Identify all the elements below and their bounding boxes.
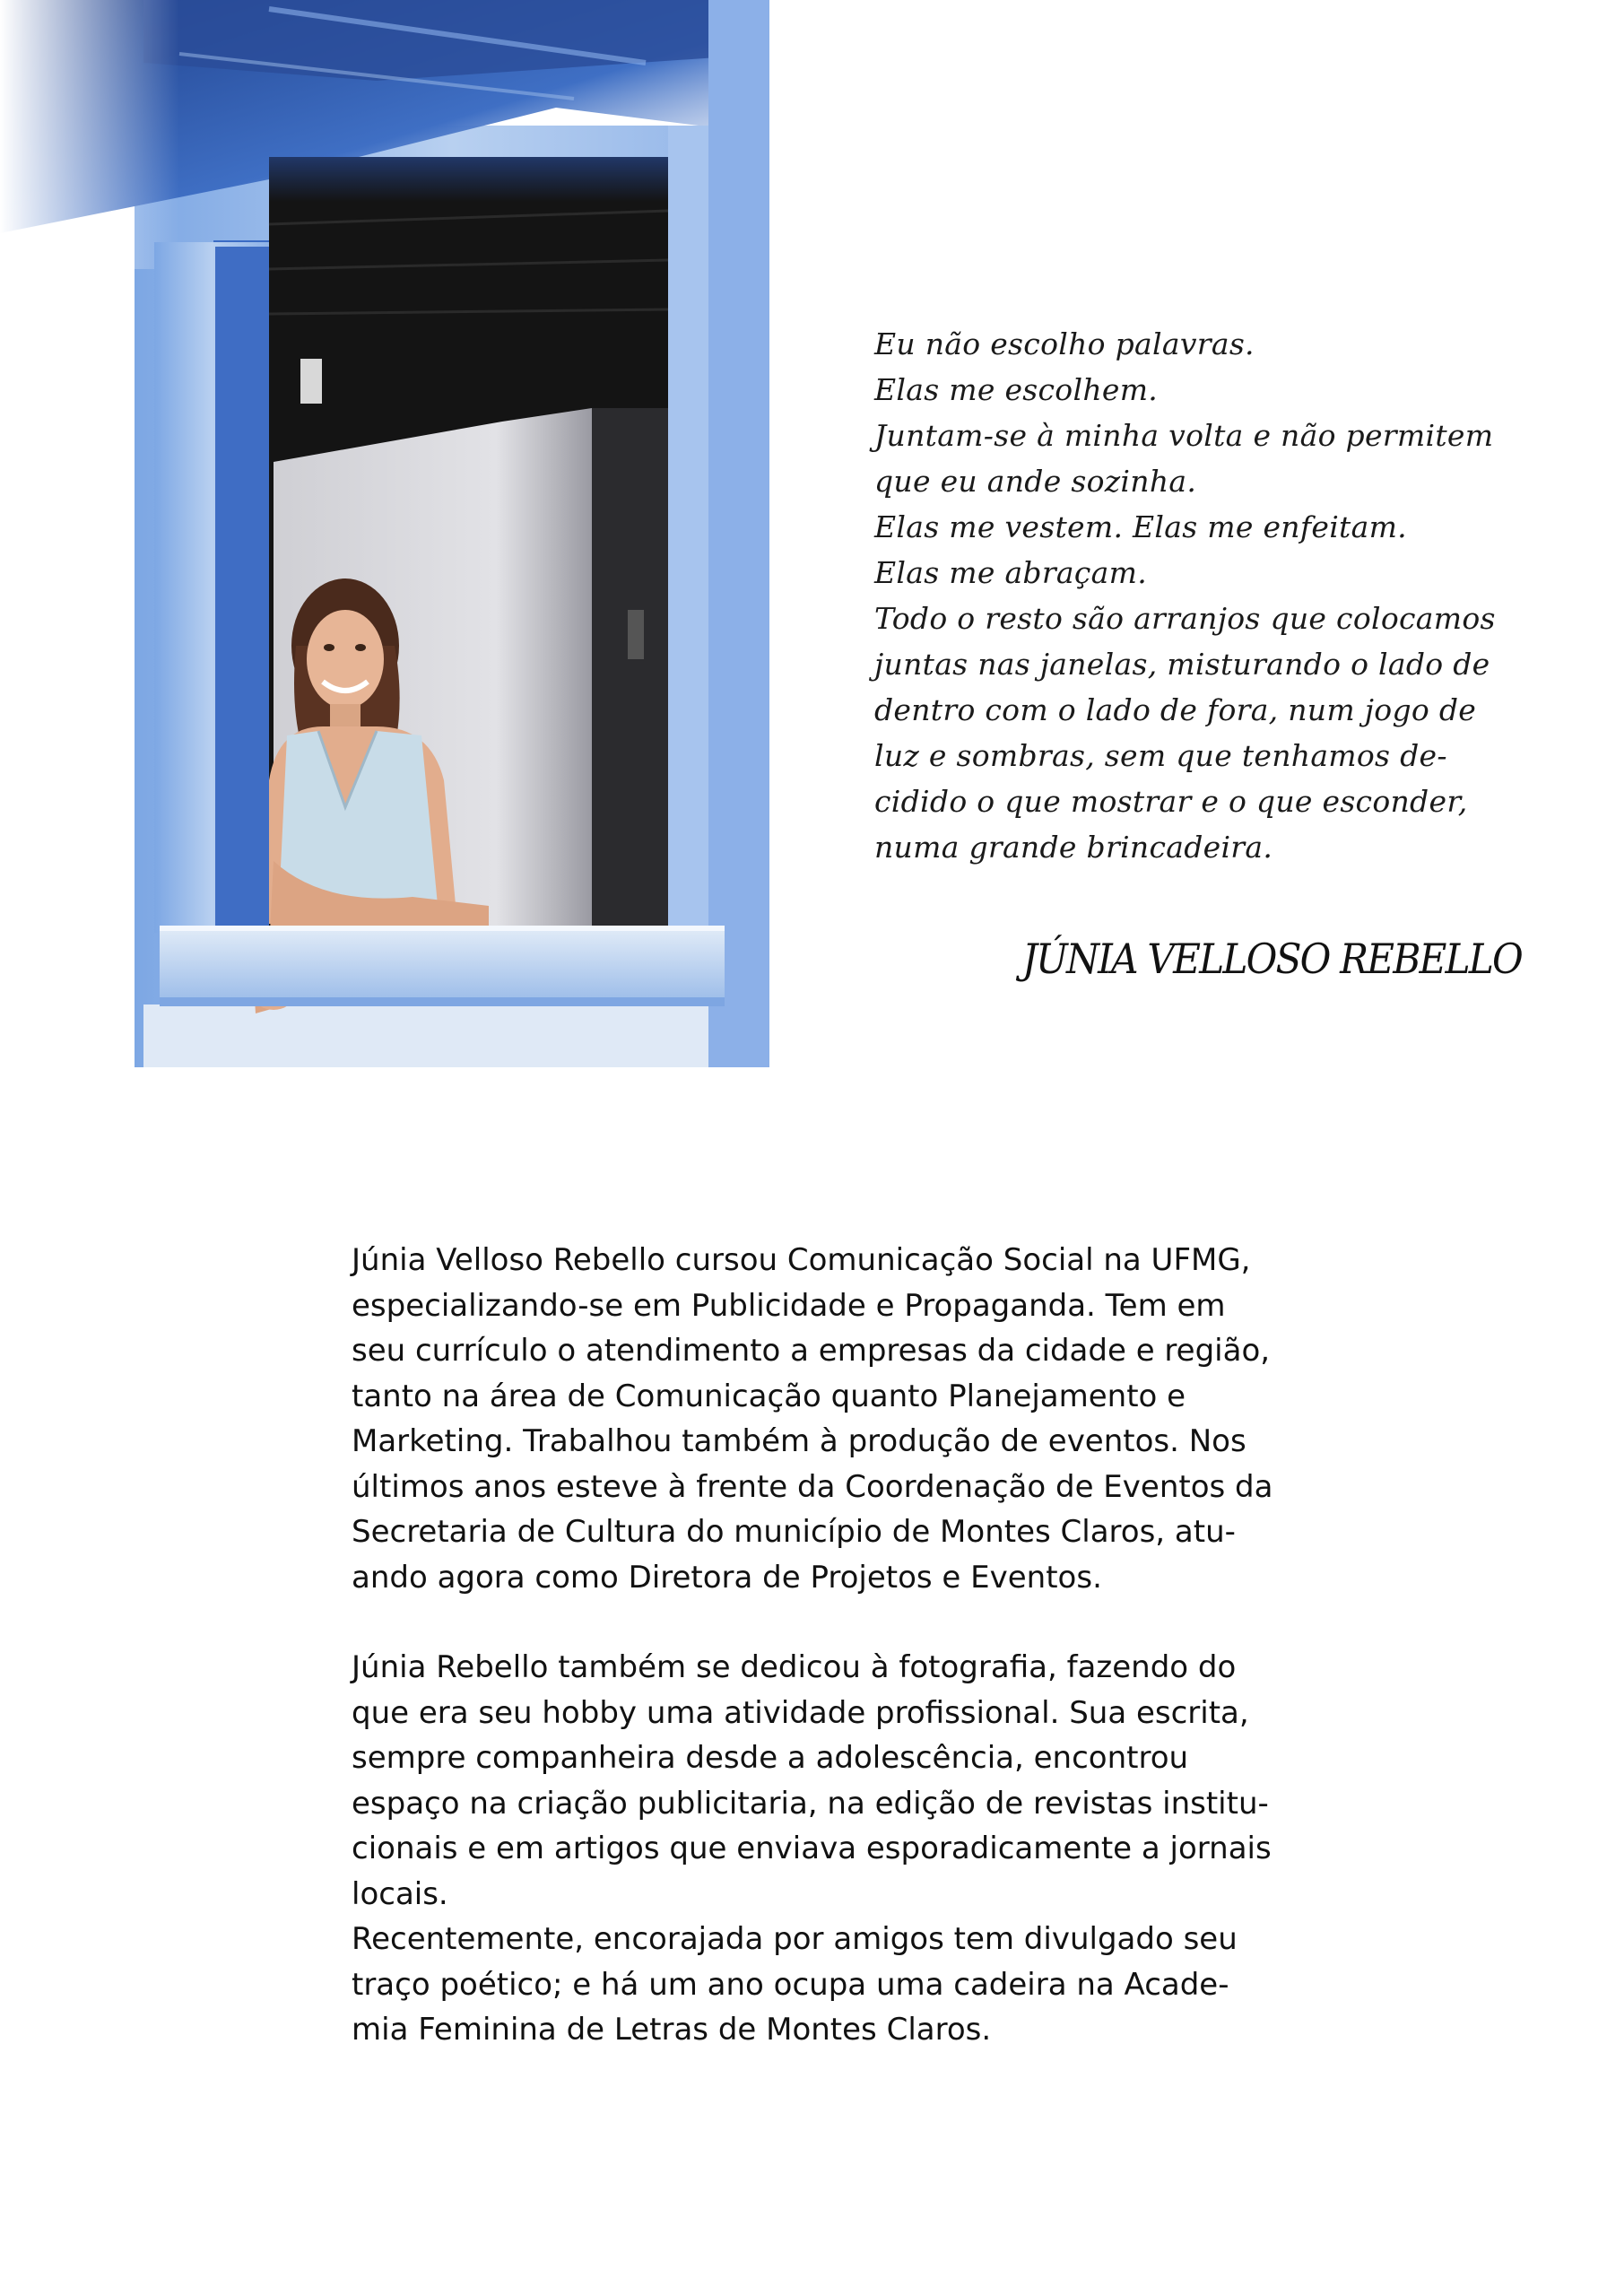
bio-line: ando agora como Diretora de Projetos e Eventos. xyxy=(352,1559,1102,1596)
bio-line: locais. xyxy=(352,1875,448,1912)
poem xyxy=(874,321,1538,870)
poem-line: Elas me vestem. Elas me enfeitam. xyxy=(874,509,1407,544)
poem-line: Elas me abraçam. xyxy=(874,555,1148,590)
poem-line: cidido o que mostrar e o que esconder, xyxy=(874,784,1468,819)
bio-paragraph-2 xyxy=(352,1645,1302,2053)
bio-line: que era seu hobby uma atividade profissional. Sua escrita, xyxy=(352,1694,1249,1731)
poem-line: Eu não escolho palavras. xyxy=(874,326,1255,361)
bio-line: Júnia Rebello também se dedicou à fotografia, fazendo do xyxy=(352,1649,1237,1685)
poem-line: que eu ande sozinha. xyxy=(874,464,1197,499)
poem-line: numa grande brincadeira. xyxy=(874,830,1273,865)
bio-line: cionais e em artigos que enviava esporadicamente a jornais xyxy=(352,1831,1272,1866)
bio-line: seu currículo o atendimento a empresas da cidade e região, xyxy=(352,1333,1271,1369)
bio-line: Júnia Velloso Rebello cursou Comunicação Social na UFMG, xyxy=(352,1242,1251,1278)
poem-line: dentro com o lado de fora, num jogo de xyxy=(874,692,1477,727)
bio-line: Secretaria de Cultura do município de Montes Claros, atu- xyxy=(352,1514,1236,1550)
bio-line: traço poético; e há um ano ocupa uma cadeira na Acade- xyxy=(352,1966,1229,2003)
poem-line: luz e sombras, sem que tenhamos de- xyxy=(874,738,1447,773)
poem-line: Todo o resto são arranjos que colocamos xyxy=(874,601,1496,636)
poem-line: Juntam-se à minha volta e não permitem xyxy=(874,418,1494,453)
poem-line: juntas nas janelas, misturando o lado de xyxy=(874,647,1490,682)
paragraph-gap xyxy=(352,1600,1302,1645)
bio-line: Recentemente, encorajada por amigos tem divulgado seu xyxy=(352,1921,1238,1957)
portrait-photo xyxy=(0,0,769,1067)
bio-line: especializando-se em Publicidade e Propaganda. Tem em xyxy=(352,1287,1226,1324)
author-signature: JÚNIA VELLOSO REBELLO xyxy=(1022,935,1522,983)
bio-line: espaço na criação publicitaria, na edição de revistas institu- xyxy=(352,1785,1269,1822)
bio-paragraph-1 xyxy=(352,1238,1302,1600)
author-biography xyxy=(352,1238,1302,2053)
bio-line: Marketing. Trabalhou também à produção de eventos. Nos xyxy=(352,1423,1247,1459)
bio-line: últimos anos esteve à frente da Coordenação de Eventos da xyxy=(352,1468,1273,1505)
bio-line: mia Feminina de Letras de Montes Claros. xyxy=(352,2012,992,2048)
poem-line: Elas me escolhem. xyxy=(874,372,1159,407)
bio-line: tanto na área de Comunicação quanto Planejamento e xyxy=(352,1378,1186,1414)
bio-line: sempre companheira desde a adolescência, encontrou xyxy=(352,1740,1189,1776)
